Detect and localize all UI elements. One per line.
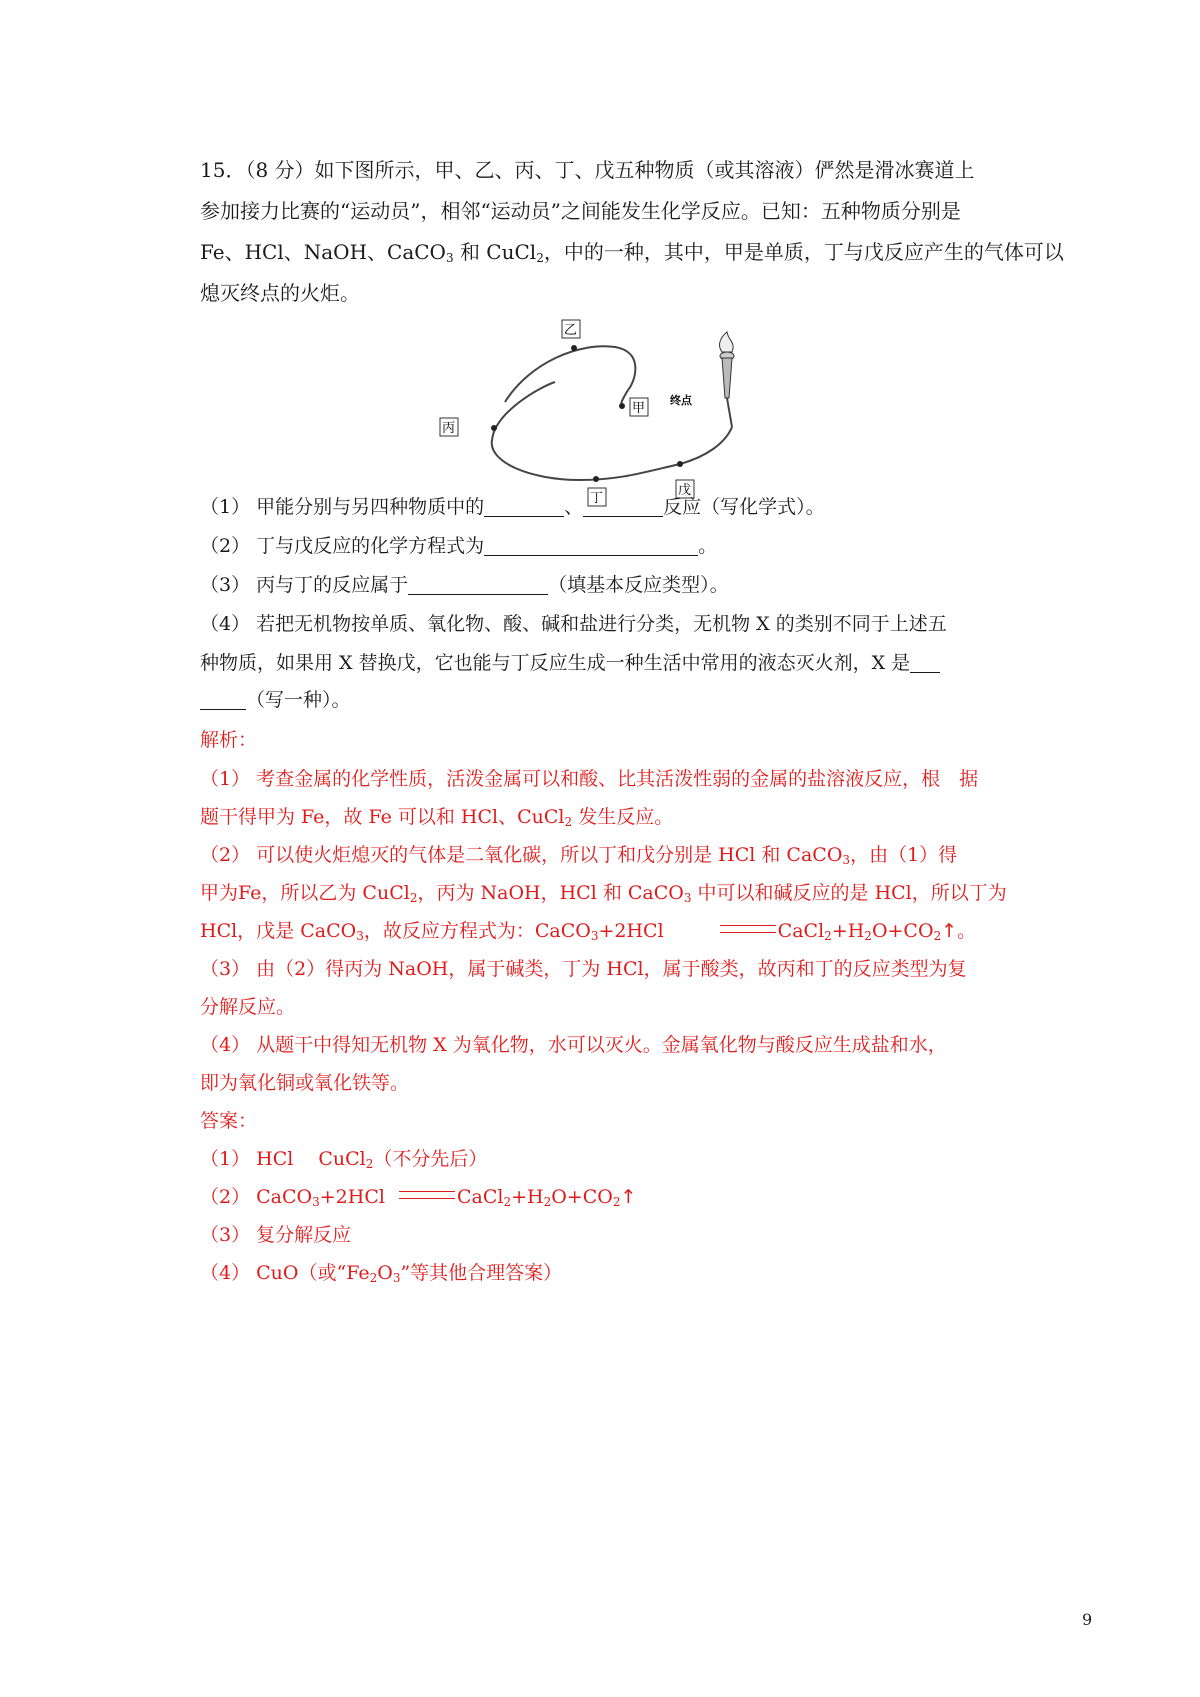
answer-blank (408, 572, 548, 595)
answer-3: （3） 复分解反应 (200, 1224, 352, 1246)
subscript: 2 (365, 1157, 374, 1171)
question-line-4: 熄灭终点的火炬。 (200, 281, 360, 305)
point-wu-dot (677, 461, 683, 467)
point-ding-dot (593, 476, 599, 482)
text-segment: +2HCl (598, 920, 664, 942)
subscript: 2 (933, 929, 942, 943)
subscript: 2 (564, 815, 573, 829)
subscript: 3 (392, 1271, 401, 1285)
text-segment: 。 (698, 535, 718, 557)
text-segment: ↑。 (941, 920, 977, 942)
analysis-4-line-1: （4） 从题干中得知无机物 X 为氧化物，水可以灭火。金属氧化物与酸反应生成盐和水， (200, 1034, 947, 1056)
point-yi-dot (571, 345, 577, 351)
label-bing: 丙 (442, 421, 456, 436)
subscript: 3 (590, 929, 599, 943)
torch-icon (719, 332, 734, 427)
subscript: 3 (445, 251, 454, 265)
subscript: 2 (824, 929, 832, 943)
subscript: 3 (842, 853, 851, 867)
label-jia: 甲 (632, 401, 646, 416)
text-segment: O+CO (871, 920, 934, 942)
text-segment: ，丙为 NaOH，HCl 和 CaCO (417, 882, 684, 904)
analysis-2-line-3 (200, 917, 976, 945)
text-segment: +2HCl (319, 1186, 385, 1208)
answer-title: 答案： (200, 1110, 258, 1132)
subscript: 2 (864, 929, 872, 943)
analysis-3-line-2: 分解反应。 (200, 996, 296, 1018)
answer-4 (200, 1259, 562, 1287)
text-segment: （2） 可以使火炬熄灭的气体是二氧化碳，所以丁和戊分别是 HCl 和 CaCO (200, 844, 843, 866)
text-segment: ，由（1）得 (850, 844, 958, 866)
analysis-4-line-2: 即为氧化铜或氧化铁等。 (200, 1072, 410, 1094)
analysis-3-line-1: （3） 由（2）得丙为 NaOH，属于碱类，丁为 HCl，属于酸类，故丙和丁的反应类型为复 (200, 958, 967, 980)
track-curve (492, 382, 732, 480)
track-curve-hook (505, 346, 635, 402)
text-segment: +H (511, 1186, 544, 1208)
skating-track-figure (442, 323, 780, 508)
point-bing-dot (491, 425, 497, 431)
text-segment: （4） CuO（或“Fe (200, 1262, 370, 1284)
part-2 (200, 532, 717, 560)
text-segment: （填基本反应类型）。 (548, 574, 729, 596)
text-segment: 和 CuCl (453, 240, 537, 264)
text-segment: Fe、HCl、NaOH、CaCO (200, 240, 446, 264)
text-segment: ，故反应方程式为：CaCO (363, 920, 591, 942)
text-segment: （写一种）。 (246, 689, 351, 711)
text-segment: ↑ (620, 1186, 637, 1208)
subscript: 3 (356, 929, 364, 943)
answer-blank (583, 494, 663, 517)
point-jia-dot (619, 403, 625, 409)
answer-2 (200, 1183, 636, 1211)
text-segment: 中可以和碱反应的是 HCl，所以丁为 (691, 882, 1007, 904)
part-4-line-2 (200, 649, 940, 677)
analysis-2-line-1 (200, 841, 957, 869)
text-segment: ，中的一种，其中，甲是单质，丁与戊反应产生的气体可以 (543, 240, 1064, 264)
analysis-2-line-2 (200, 879, 1007, 907)
text-segment: 、 (564, 496, 584, 518)
text-segment: （2） 丁与戊反应的化学方程式为 (200, 535, 485, 557)
analysis-title: 解析： (200, 729, 258, 751)
label-yi: 乙 (564, 323, 578, 338)
text-segment: O+CO (551, 1186, 613, 1208)
part-4-line-1: （4） 若把无机物按单质、氧化物、酸、碱和盐进行分类，无机物 X 的类别不同于上述五 (200, 613, 947, 635)
answer-1 (200, 1145, 487, 1173)
part-3 (200, 571, 729, 599)
answer-blank (484, 494, 564, 517)
text-segment: （3） 丙与丁的反应属于 (200, 574, 409, 596)
text-segment: +H (831, 920, 865, 942)
text-segment: （2） CaCO (200, 1186, 313, 1208)
answer-blank (910, 650, 940, 673)
analysis-1-line-1: （1） 考查金属的化学性质，活泼金属可以和酸、比其活泼性弱的金属的盐溶液反应，根 据 (200, 768, 979, 790)
subscript: 2 (503, 1195, 512, 1209)
text-segment: CaCl (456, 1186, 504, 1208)
equals-sign (399, 1191, 455, 1199)
text-segment: O (377, 1262, 393, 1284)
text-segment: 甲为Fe，所以乙为 CuCl (200, 882, 410, 904)
end-label: 终点 (670, 394, 692, 407)
equals-sign (720, 925, 776, 933)
question-line-1: 15．（8 分）如下图所示，甲、乙、丙、丁、戊五种物质（或其溶液）俨然是滑冰赛道上 (200, 158, 975, 182)
answer-blank (200, 687, 246, 710)
text-segment: 题干得甲为 Fe，故 Fe 可以和 HCl、CuCl (200, 806, 565, 828)
subscript: 2 (369, 1271, 378, 1285)
subscript: 2 (612, 1195, 621, 1209)
page-number: 9 (1082, 1610, 1093, 1629)
subscript: 3 (683, 891, 692, 905)
label-wu: 戊 (678, 483, 692, 498)
text-segment: 种物质，如果用 X 替换戊，它也能与丁反应生成一种生活中常用的液态灭火剂，X 是 (200, 652, 911, 674)
part-1 (200, 493, 825, 521)
text-segment: CaCl (777, 920, 825, 942)
text-segment: （不分先后） (373, 1148, 488, 1170)
question-line-2: 参加接力比赛的“运动员”，相邻“运动员”之间能发生化学反应。已知：五种物质分别是 (200, 199, 961, 223)
question-line-3 (200, 238, 1064, 266)
subscript: 2 (536, 251, 544, 265)
text-segment: （1） 甲能分别与另四种物质中的 (200, 496, 485, 518)
text-segment: HCl，戊是 CaCO (200, 920, 357, 942)
subscript: 3 (312, 1195, 320, 1209)
text-segment: 发生反应。 (572, 806, 674, 828)
text-segment: ”等其他合理答案） (400, 1262, 563, 1284)
subscript: 2 (543, 1195, 552, 1209)
label-ding: 丁 (590, 491, 604, 506)
part-4-line-3 (200, 686, 351, 714)
text-segment: 反应（写化学式）。 (663, 496, 825, 518)
subscript: 2 (409, 891, 418, 905)
text-segment: （1） HCl CuCl (200, 1148, 366, 1170)
analysis-1-line-2 (200, 803, 673, 831)
answer-blank (484, 533, 698, 556)
